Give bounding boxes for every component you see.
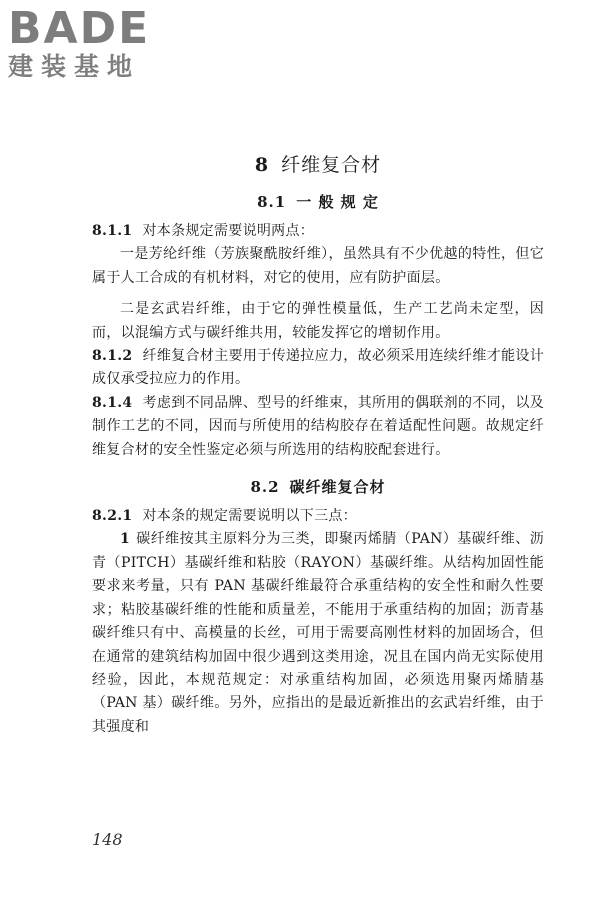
clause-8-1-4 [92, 392, 544, 462]
paragraph-text: 二是玄武岩纤维，由于它的弹性模量低，生产工艺尚未定型，因而，以混编方式与碳纤维共用，较能发挥它的增韧作用。 [92, 301, 544, 341]
section-title-8-2 [92, 476, 544, 497]
chapter-number: 8 [254, 154, 270, 176]
logo-brand: BADE [8, 3, 151, 54]
page-content [92, 150, 544, 739]
clause-text: 纤维复合材主要用于传递拉应力，故必须采用连续纤维才能设计成仅承受拉应力的作用。 [92, 348, 544, 388]
item-text: 碳纤维按其主原料分为三类，即聚丙烯腈（PAN）基碳纤维、沥青（PITCH）基碳纤维和粘胶（RAYON）基碳纤维。从结构加固性能要求来考量，只有 PAN 基碳纤维最符合承重结构的安全性和耐久性要求；粘胶基碳纤维的性能和质量差，不能用于承重结构的加固；沥青基碳纤维只有中、高模量的长丝，可用于需要高刚性材料的加固场合，但在通常的建筑结构加固中很少遇到这类用途，况且在国内尚无实际使用经验，因此，本规范规定：对承重结构加固，必须选用聚丙烯腈基（PAN 基）碳纤维。另外，应指出的是最近新推出的玄武岩纤维，由于其强度和 [92, 531, 544, 735]
chapter-title [92, 150, 544, 177]
clause-text: 对本条规定需要说明两点： [142, 223, 315, 239]
clause-item-1 [92, 528, 544, 739]
clause-number: 8.1.1 [92, 223, 133, 239]
section-title-text: 一 般 规 定 [296, 193, 379, 211]
section-title-text: 碳纤维复合材 [289, 478, 386, 497]
clause-paragraph [92, 243, 544, 290]
clause-8-1-2 [92, 345, 544, 392]
clause-text: 考虑到不同品牌、型号的纤维束，其所用的偶联剂的不同，以及制作工艺的不同，因而与所使用的结构胶存在着适配性问题。故规定纤维复合材的安全性鉴定必须与所选用的结构胶配套进行。 [92, 394, 544, 458]
clause-number: 8.1.4 [92, 394, 133, 411]
logo [8, 3, 178, 86]
clause-8-1-1 [92, 220, 544, 243]
paragraph-text: 一是芳纶纤维（芳族聚酰胺纤维），虽然具有不少优越的特性，但它属于人工合成的有机材料，对它的使用，应有防护面层。 [92, 246, 544, 286]
section-title-8-1 [92, 191, 544, 212]
section-number: 8.1 [257, 193, 287, 211]
section-number: 8.2 [250, 478, 280, 497]
clause-number: 8.2.1 [92, 508, 133, 525]
clause-8-2-1 [92, 505, 544, 528]
clause-number: 8.1.2 [92, 348, 133, 365]
clause-text: 对本条的规定需要说明以下三点： [142, 508, 357, 525]
item-number: 1 [120, 531, 131, 548]
chapter-title-text: 纤维复合材 [281, 154, 382, 176]
page-number: 148 [92, 830, 123, 849]
clause-paragraph [92, 298, 544, 345]
logo-subtitle: 建装基地 [8, 52, 141, 81]
